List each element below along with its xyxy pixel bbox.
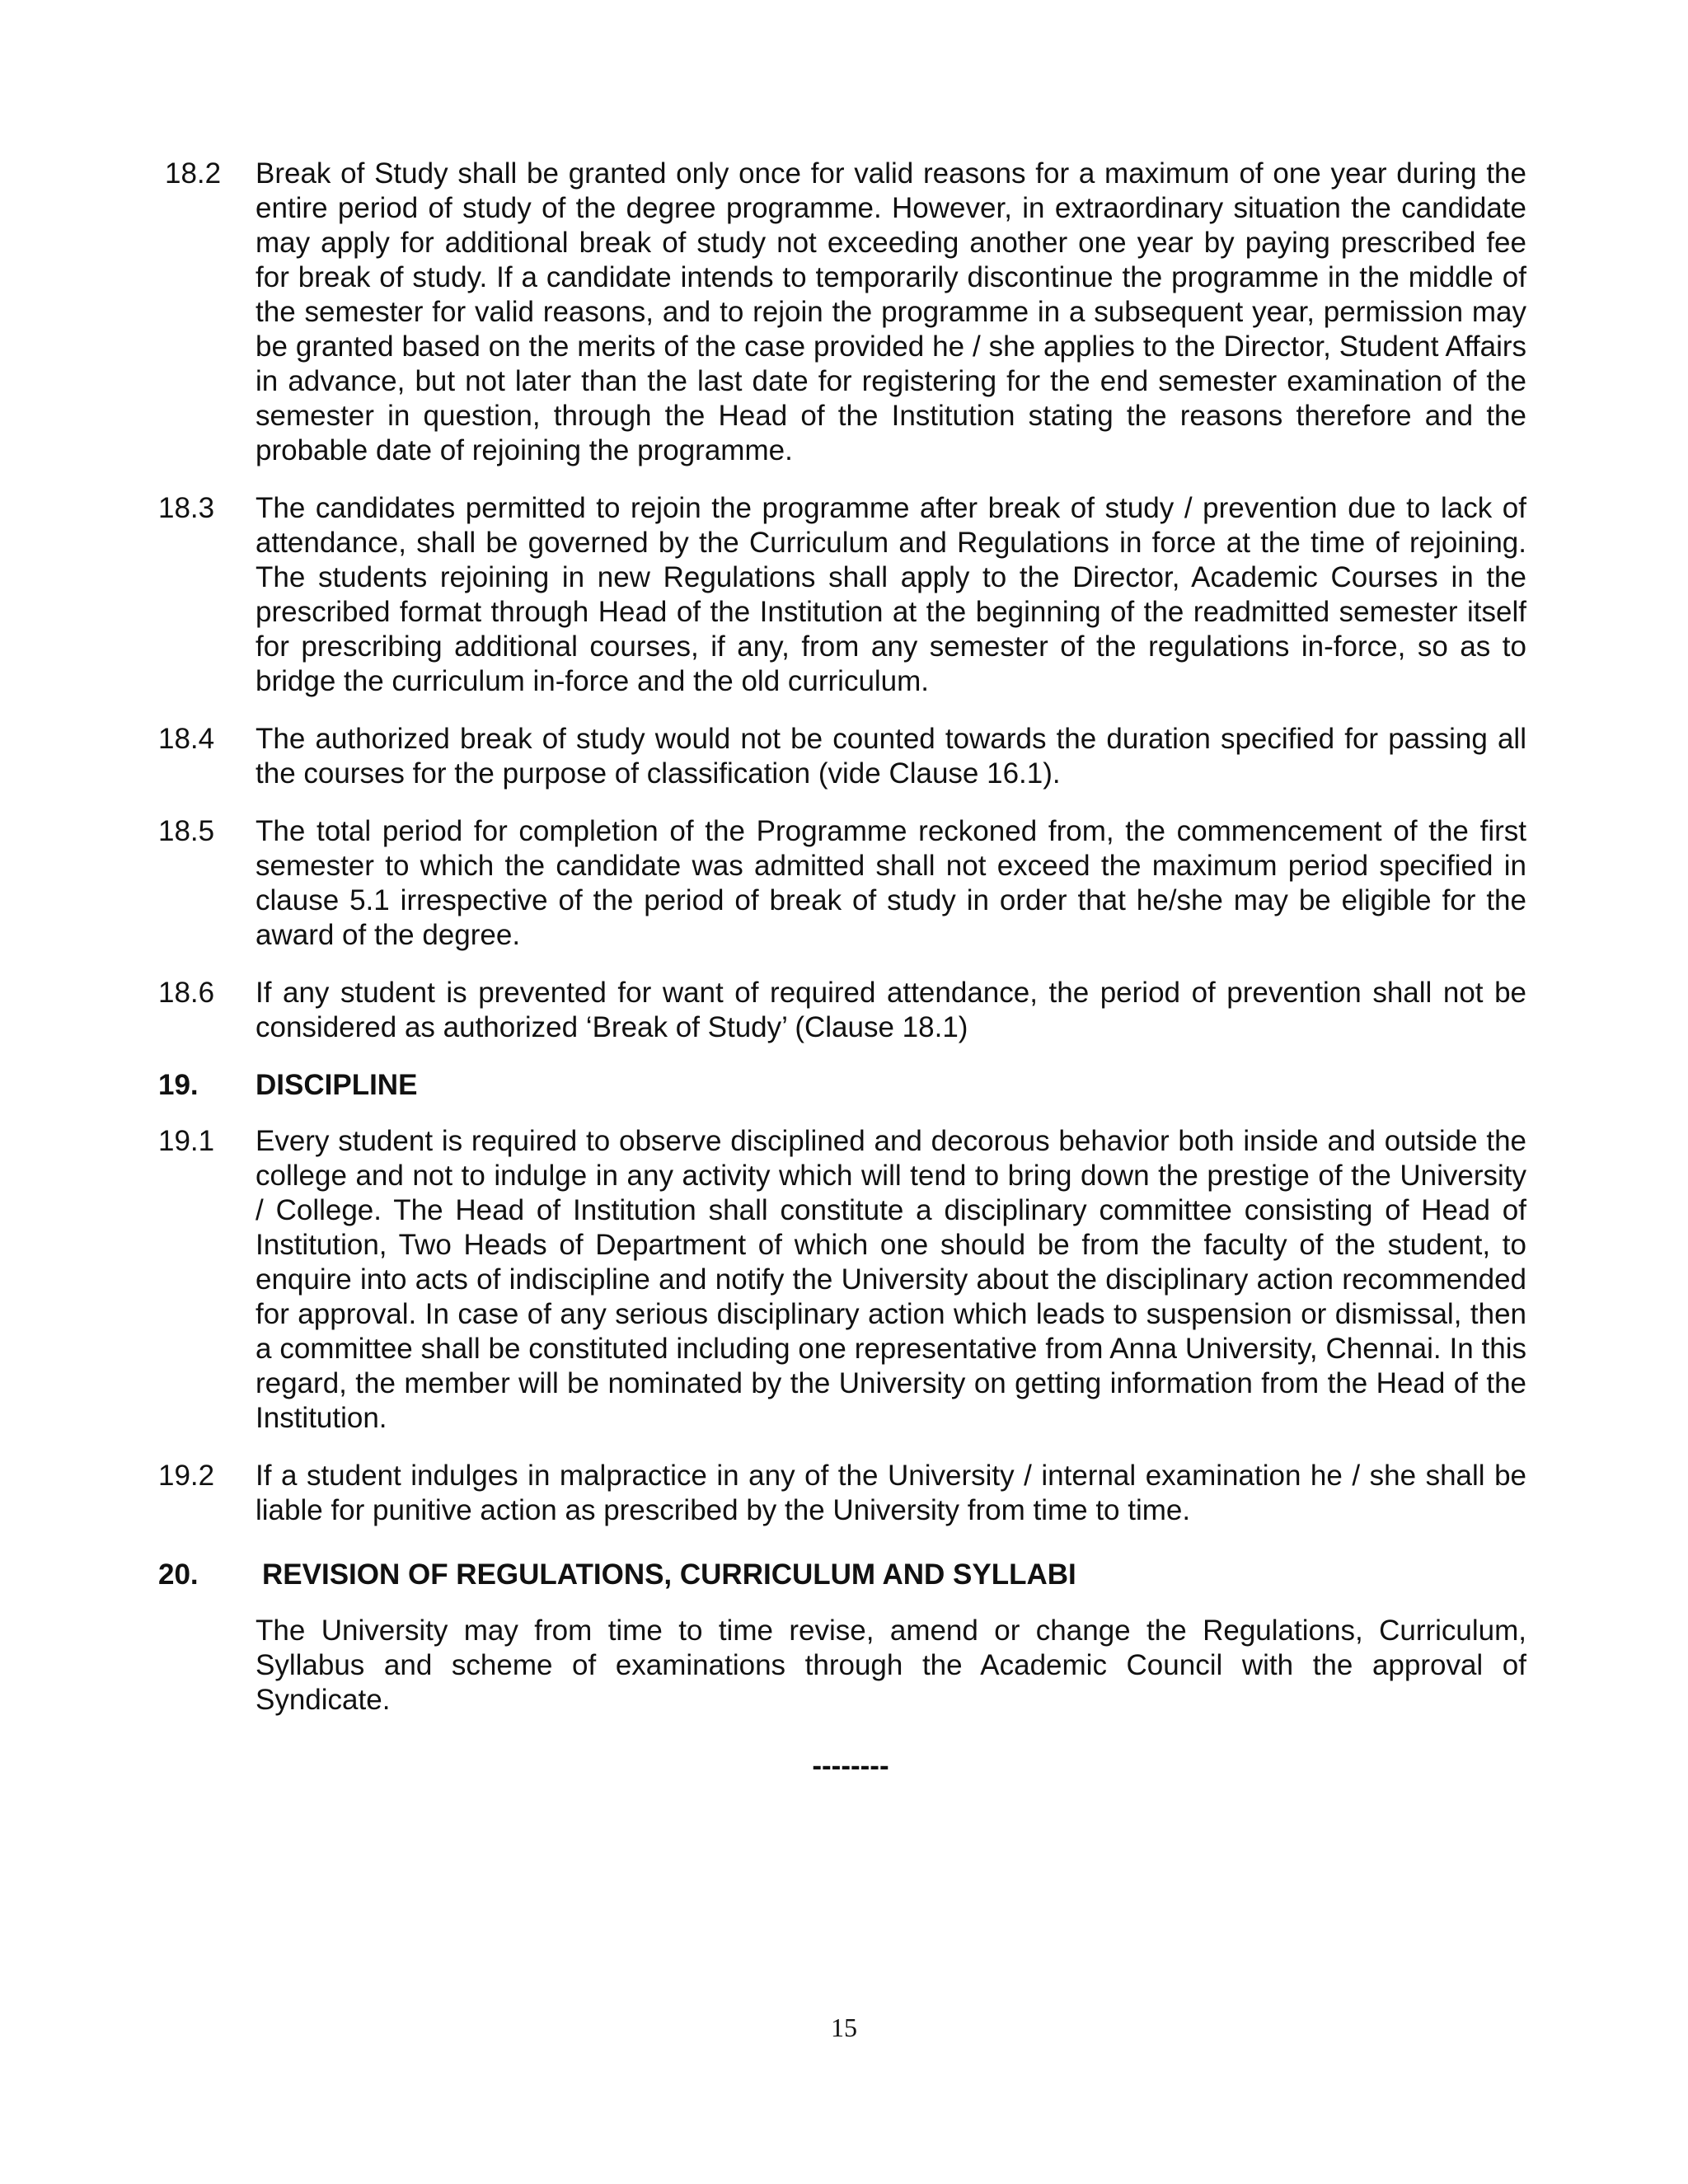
clause-text: If a student indulges in malpractice in any of the University / internal examination he / she shall be liable for punitive action as prescribed by the University from time to time. (256, 1460, 1526, 1526)
clause-text: If any student is prevented for want of required attendance, the period of prevention shall not be considered as authorized ‘Break of Study’ (Clause 18.1) (256, 977, 1526, 1043)
clause-number: 18.2 (165, 157, 222, 190)
section-heading-revision (158, 1558, 1526, 1592)
end-marker: -------- (812, 1750, 889, 1782)
section-title: DISCIPLINE (256, 1069, 418, 1101)
clause-text: Break of Study shall be granted only once for valid reasons for a maximum of one year during the entire period of study of the degree programme. However, in extraordinary situation the candidate may apply for additional break of study not exceeding another one year by paying prescribed fee for break of study. If a candidate intends to temporarily discontinue the programme in the middle of the semester for valid reasons, and to rejoin the programme in a subsequent year, permission may be granted based on the merits of the case provided he / she applies to the Director, Student Affairs in advance, but not later than the last date for registering for the end semester examination of the semester in question, through the Head of the Institution stating the reasons therefore and the probable date of rejoining the programme. (256, 157, 1526, 466)
clause-18-4 (158, 722, 1526, 791)
section-number: 20. (158, 1558, 199, 1591)
clause-number: 18.4 (158, 723, 215, 755)
document-body (158, 157, 1526, 1783)
clause-18-5 (158, 814, 1526, 953)
section-number: 19. (158, 1069, 199, 1101)
clause-number: 18.6 (158, 977, 215, 1009)
clause-19-2 (158, 1459, 1526, 1528)
section-title: REVISION OF REGULATIONS, CURRICULUM AND SYLLABI (262, 1558, 1076, 1591)
clause-text: The total period for completion of the Programme reckoned from, the commencement of the first semester to which the candidate was admitted shall not exceed the maximum period specified in clause 5.1 irrespective of the period of break of study in order that he/she may be eligible for the award of the degree. (256, 815, 1526, 951)
clause-18-6 (158, 976, 1526, 1045)
revision-paragraph: The University may from time to time revise, amend or change the Regulations, Curriculum, Syllabus and scheme of examinations through the Academic Council with the approval of Syndicate. (256, 1615, 1526, 1716)
clause-number: 18.3 (158, 492, 215, 524)
clause-number: 18.5 (158, 815, 215, 847)
clause-text: The candidates permitted to rejoin the programme after break of study / prevention due to lack of attendance, shall be governed by the Curriculum and Regulations in force at the time of rejoining. The students rejoining in new Regulations shall apply to the Director, Academic Courses in the prescribed format through Head of the Institution at the beginning of the readmitted semester itself for prescribing additional courses, if any, from any semester of the regulations in-force, so as to bridge the curriculum in-force and the old curriculum. (256, 492, 1526, 697)
clause-number: 19.1 (158, 1125, 215, 1157)
clause-text: The authorized break of study would not be counted towards the duration specified for passing all the courses for the purpose of classification (vide Clause 16.1). (256, 723, 1526, 790)
clause-number: 19.2 (158, 1460, 215, 1492)
clause-19-1 (158, 1124, 1526, 1436)
clause-18-3 (158, 491, 1526, 699)
clause-18-2 (158, 157, 1526, 468)
page-number: 15 (831, 2013, 857, 2042)
clause-text: Every student is required to observe disciplined and decorous behavior both inside and outside the college and not to indulge in any activity which will tend to bring down the prestige of the University / College. The Head of Institution shall constitute a disciplinary committee consisting of Head of Institution, Two Heads of Department of which one should be from the faculty of the student, to enquire into acts of indiscipline and notify the University about the disciplinary action recommended for approval. In case of any serious disciplinary action which leads to suspension or dismissal, then a committee shall be constituted including one representative from Anna University, Chennai. In this regard, the member will be nominated by the University on getting information from the Head of the Institution. (256, 1125, 1526, 1434)
section-heading-discipline (158, 1068, 1526, 1103)
